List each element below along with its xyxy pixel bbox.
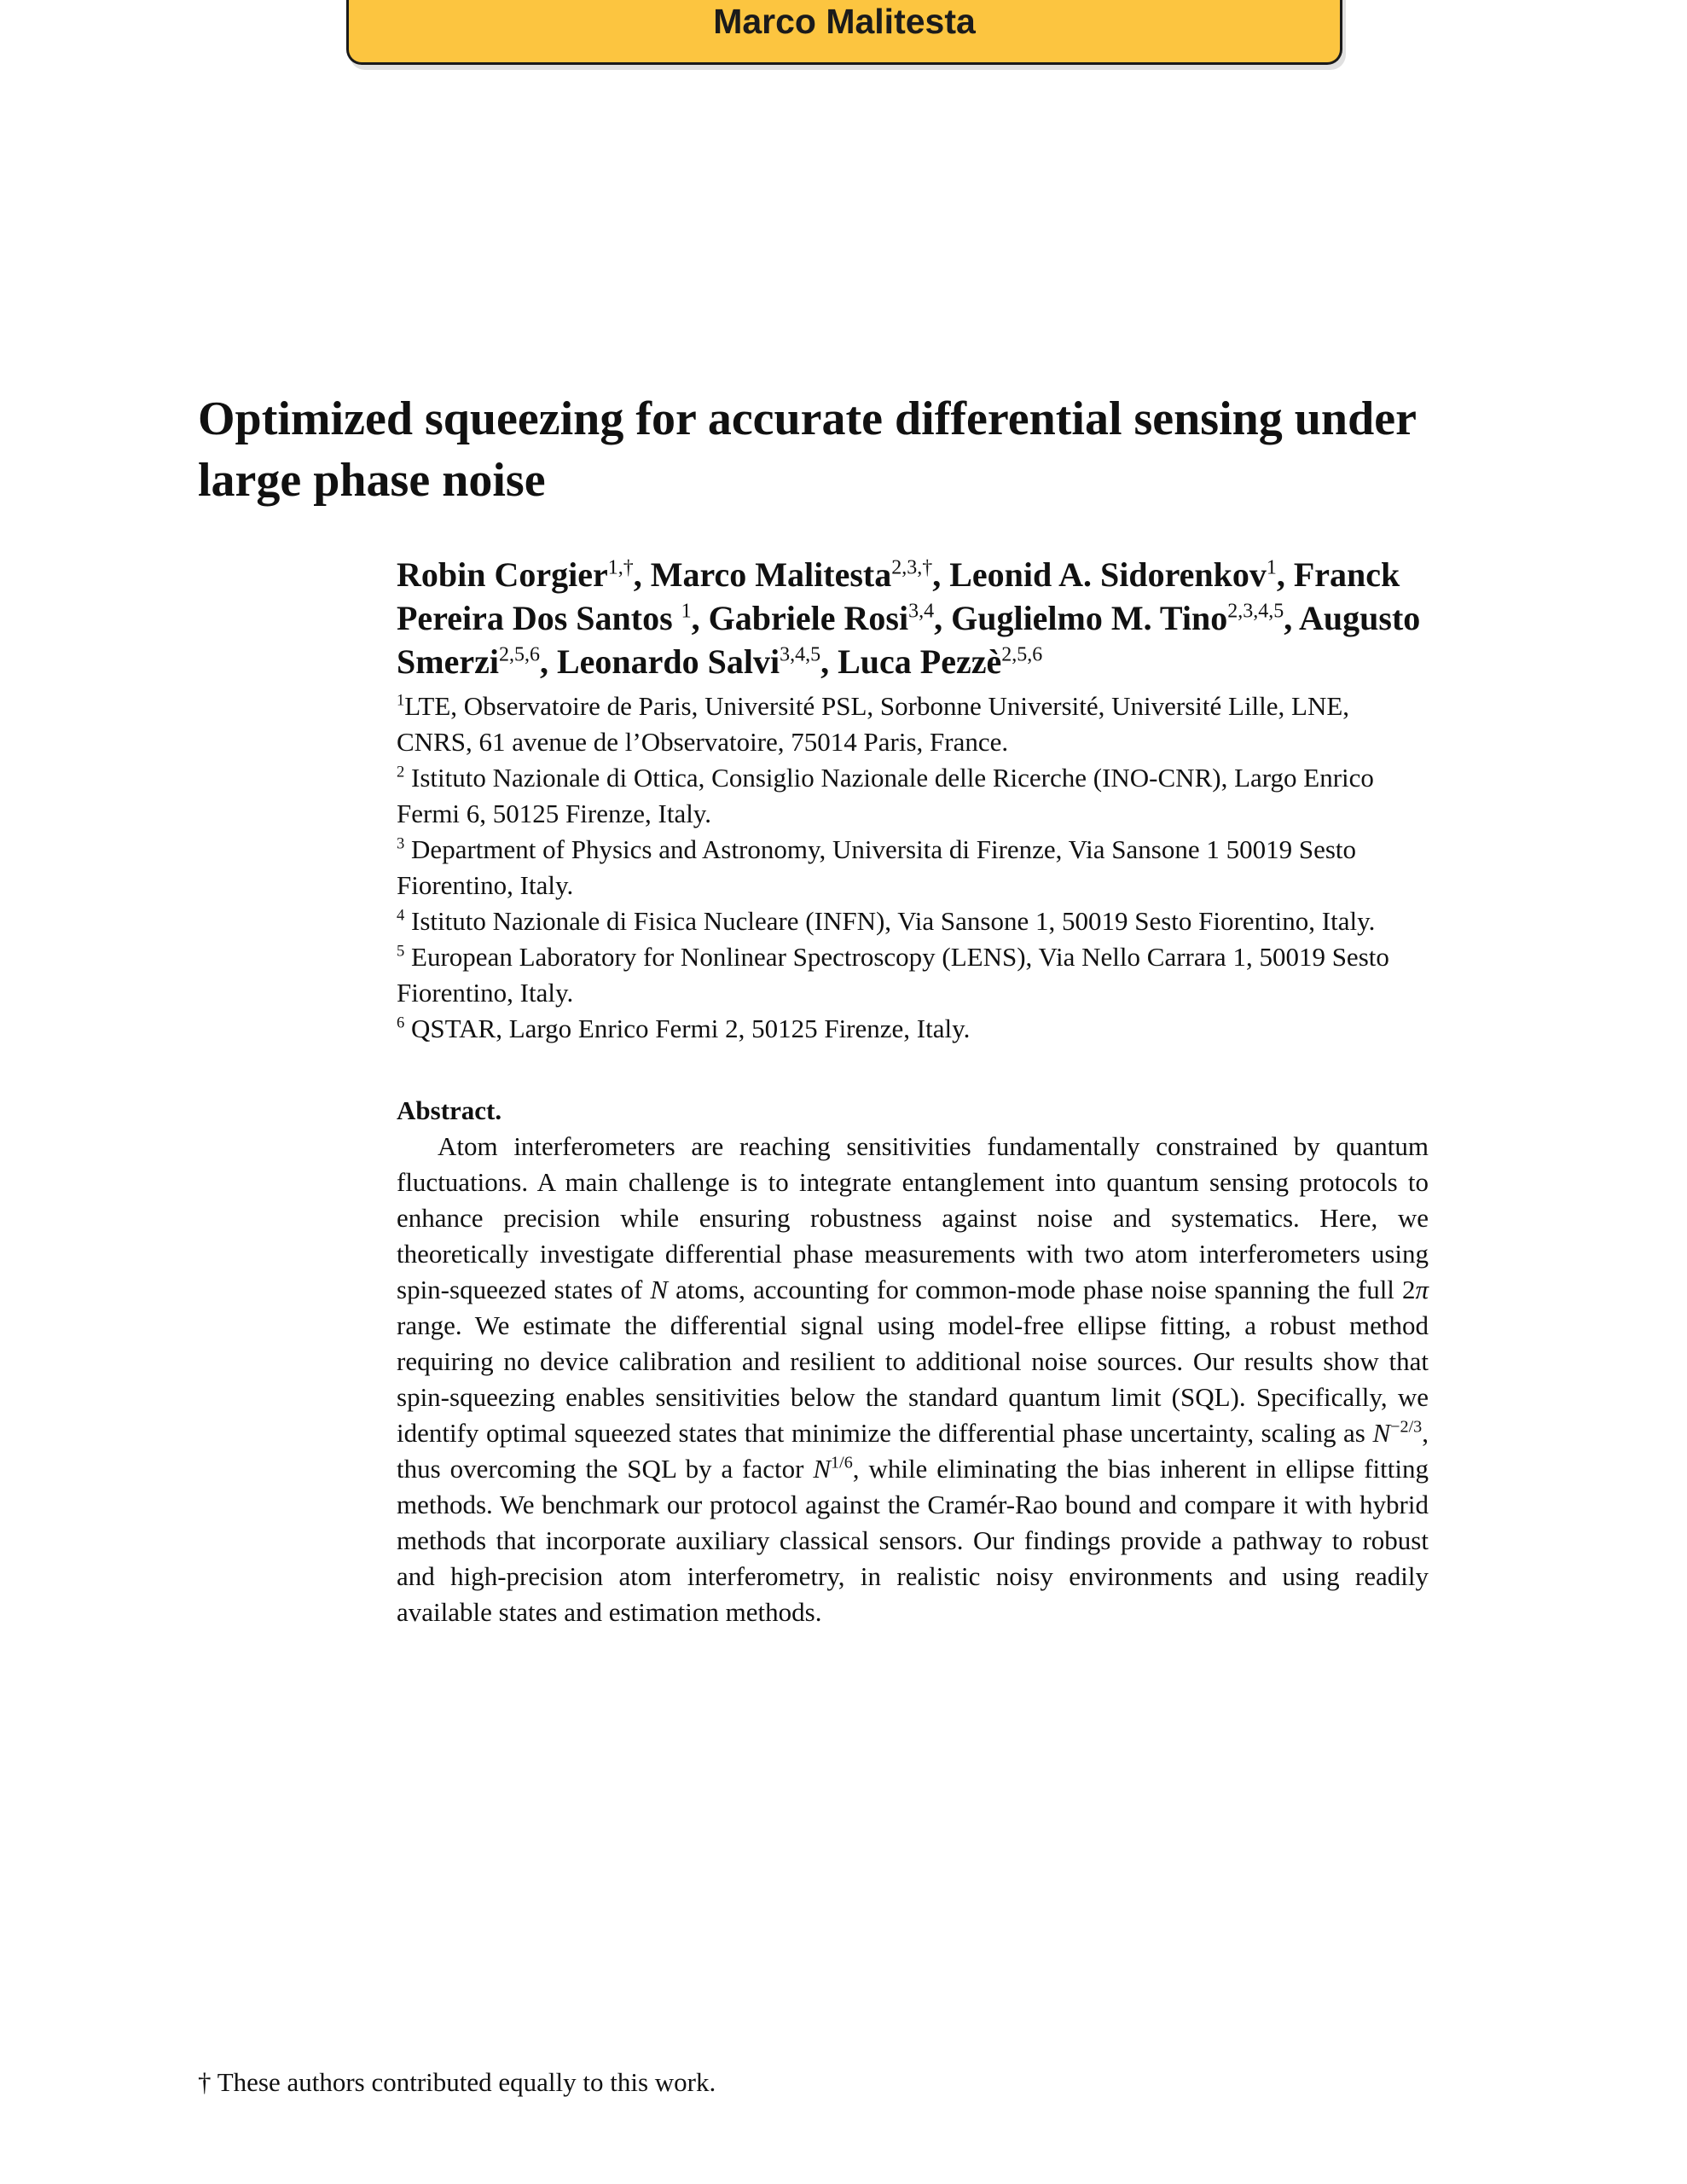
author-name: Marco Malitesta — [650, 555, 892, 594]
abstract-segment: , thus overcoming the SQL by a factor — [397, 1418, 1429, 1484]
affiliation-list — [397, 688, 1429, 1047]
front-matter — [397, 553, 1429, 1630]
author-name: Franck Pereira Dos Santos — [397, 555, 1400, 637]
affiliation — [397, 903, 1429, 939]
abstract-segment: π — [1415, 1275, 1429, 1304]
affiliation — [397, 832, 1429, 903]
author-affiliation-mark: 2,5,6 — [1001, 643, 1043, 666]
author-name: Augusto Smerzi — [397, 599, 1421, 681]
author-affiliation-mark: 1 — [1266, 556, 1277, 579]
affiliation-mark: 4 — [397, 906, 405, 925]
abstract-segment: N — [650, 1275, 669, 1304]
affiliation-text: LTE, Observatoire de Paris, Université PSL, Sorbonne Université, Université Lille, LNE, CNRS, 61 avenue de l’Observatoire, 75014 Paris, France. — [397, 691, 1350, 757]
author-affiliation-mark: 1,† — [607, 556, 634, 579]
author-entry: Leonid A. Sidorenkov$^1$, — [949, 555, 1294, 594]
affiliation-text: Istituto Nazionale di Fisica Nucleare (INFN), Via Sansone 1, 50019 Sesto Fiorentino, Italy. — [404, 906, 1376, 936]
author-name: Luca Pezzè — [838, 642, 1002, 681]
affiliation-mark: 1 — [397, 691, 405, 710]
affiliation-mark: 6 — [397, 1014, 405, 1032]
author-list — [397, 553, 1429, 683]
title-line: Optimized squeezing for accurate differential sensing under — [198, 392, 1417, 445]
author-affiliation-mark: 1 — [681, 600, 692, 623]
affiliation — [397, 688, 1429, 760]
author-entry: Augusto Smerzi$^{2,5,6}$, — [397, 599, 1421, 681]
author-name: Leonardo Salvi — [556, 642, 780, 681]
author-affiliation-mark: 3,4,5 — [780, 643, 821, 666]
affiliation-text: European Laboratory for Nonlinear Spectroscopy (LENS), Via Nello Carrara 1, 50019 Sesto Fiorentino, Italy. — [397, 942, 1389, 1008]
author-name: Guglielmo M. Tino — [951, 599, 1228, 637]
abstract-segment: atoms, accounting for common-mode phase noise spanning the full 2 — [668, 1275, 1416, 1304]
affiliation-text: Department of Physics and Astronomy, Universita di Firenze, Via Sansone 1 50019 Sesto Fiorentino, Italy. — [397, 834, 1357, 900]
header-tab-label: Marco Malitesta — [713, 2, 976, 41]
author-entry: Franck Pereira Dos Santos $^1$, — [397, 555, 1400, 637]
abstract-segment: N — [813, 1454, 832, 1484]
title-line: large phase noise — [198, 454, 546, 507]
affiliation-text: Istituto Nazionale di Ottica, Consiglio Nazionale delle Ricerche (INO-CNR), Largo Enrico Fermi 6, 50125 Firenze, Italy. — [397, 763, 1374, 828]
affiliation — [397, 760, 1429, 832]
affiliation-mark: 2 — [397, 763, 405, 781]
abstract-segment: range. We estimate the differential signal using model-free ellipse fitting, a robust method requiring no device calibration and resilient to additional noise sources. Our results show that spin-squeezing enables sensitivities below the standard quantum limit (SQL). Specifically, we identify optimal squeezed states that minimize the differential phase uncertainty, scaling as — [397, 1310, 1429, 1448]
author-entry — [838, 642, 1042, 681]
author-header-tab — [346, 0, 1342, 65]
abstract-segment: −2/3 — [1390, 1417, 1423, 1437]
author-name: Gabriele Rosi — [708, 599, 909, 637]
abstract-segment: , while eliminating the bias inherent in ellipse fitting methods. We benchmark our protocol against the Cramér-Rao bound and compare it with hybrid methods that incorporate auxiliary classical sensors. Our findings provide a pathway to robust and high-precision atom interferometry, in realistic noisy environments and using readily available states and estimation methods. — [397, 1454, 1429, 1627]
author-affiliation-mark: 2,3,† — [891, 556, 933, 579]
paper-title — [198, 388, 1494, 511]
author-name: Robin Corgier — [397, 555, 608, 594]
affiliation — [397, 1011, 1429, 1047]
author-entry: Leonardo Salvi$^{3,4,5}$, — [556, 642, 838, 681]
footnote: † These authors contributed equally to this work. — [198, 2067, 716, 2097]
affiliation-mark: 5 — [397, 942, 405, 961]
author-entry: Robin Corgier$^{1,\dagger}$, — [397, 555, 651, 594]
author-affiliation-mark: 2,5,6 — [498, 643, 540, 666]
author-affiliation-mark: 2,3,4,5 — [1227, 600, 1284, 623]
author-name: Leonid A. Sidorenkov — [949, 555, 1267, 594]
author-entry: Guglielmo M. Tino$^{2,3,4,5}$, — [951, 599, 1300, 637]
affiliation — [397, 939, 1429, 1011]
abstract-segment: Atom interferometers are reaching sensitivities fundamentally constrained by quantum fluctuations. A main challenge is to integrate entanglement into quantum sensing protocols to enhance precision while ensuring robustness against noise and systematics. Here, we theoretically investigate differential phase measurements with two atom interferometers using spin-squeezed states of — [397, 1131, 1429, 1304]
affiliation-mark: 3 — [397, 834, 405, 853]
abstract-heading: Abstract. — [397, 1095, 502, 1125]
author-entry: Gabriele Rosi$^{3,4}$, — [708, 599, 952, 637]
author-affiliation-mark: 3,4 — [908, 600, 935, 623]
author-entry: Marco Malitesta$^{2,3,\dagger}$, — [650, 555, 950, 594]
abstract-segment: 1/6 — [831, 1453, 853, 1472]
abstract-body — [397, 1129, 1429, 1630]
abstract-segment: N — [1372, 1418, 1391, 1448]
affiliation-text: QSTAR, Largo Enrico Fermi 2, 50125 Firenze, Italy. — [404, 1014, 971, 1043]
